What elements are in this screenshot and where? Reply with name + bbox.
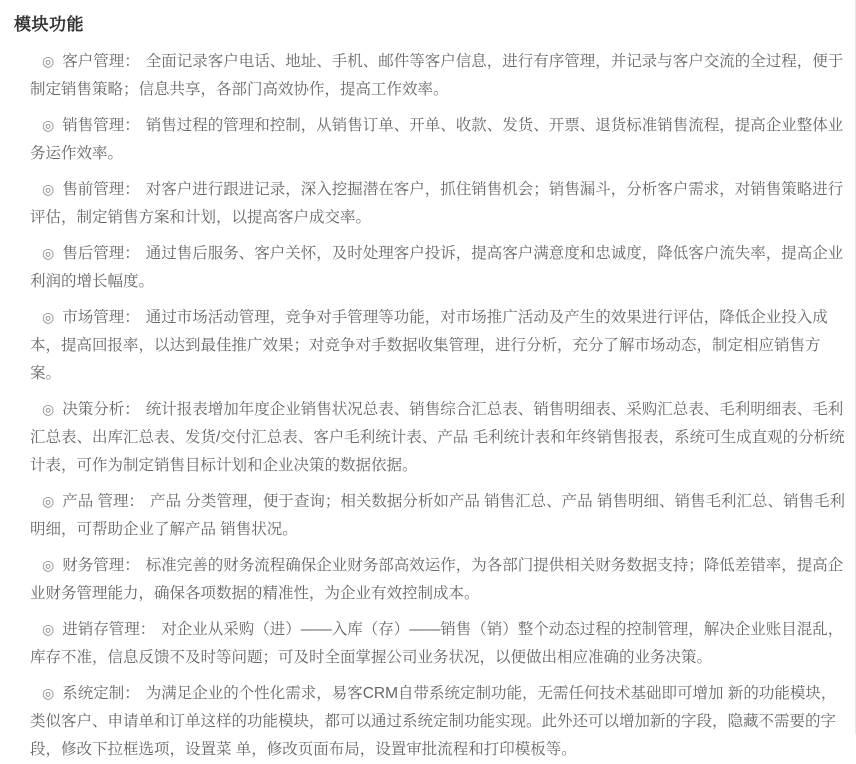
bullet-icon: ◎ xyxy=(42,557,55,573)
module-item-text: 通过市场活动管理，竞争对手管理等功能，对市场推广活动及产生的效果进行评估，降低企业投入成本，提高回报率，以达到最佳推广效果；对竞争对手数据收集管理，进行分析，充分了解市场动态，制定相应销售方案。 xyxy=(30,309,828,382)
module-item-label: 售后管理： xyxy=(62,245,140,262)
list-item xyxy=(30,679,845,764)
module-item-label: 财务管理： xyxy=(62,557,140,574)
module-item-label: 进销存管理： xyxy=(62,621,156,638)
list-item xyxy=(30,239,845,296)
module-item-text: 通过售后服务、客户关怀，及时处理客户投诉，提高客户满意度和忠诚度，降低客户流失率，提高企业利润的增长幅度。 xyxy=(30,245,844,290)
bullet-icon: ◎ xyxy=(42,685,55,701)
bullet-icon: ◎ xyxy=(42,401,55,417)
bullet-icon: ◎ xyxy=(42,245,55,261)
module-item-label: 产品 管理： xyxy=(62,493,145,510)
bullet-icon: ◎ xyxy=(42,53,55,69)
list-item xyxy=(30,47,845,104)
module-item-text: 全面记录客户电话、地址、手机、邮件等客户信息，进行有序管理，并记录与客户交流的全过程，便于制定销售策略；信息共享，各部门高效协作，提高工作效率。 xyxy=(30,53,844,98)
list-item xyxy=(30,303,845,388)
module-item-label: 客户管理： xyxy=(62,53,140,70)
module-item-label: 销售管理： xyxy=(62,117,140,134)
list-item xyxy=(30,487,845,544)
bullet-icon: ◎ xyxy=(42,309,55,325)
module-item-text: 对客户进行跟进记录，深入挖掘潜在客户，抓住销售机会；销售漏斗，分析客户需求，对销售策略进行评估，制定销售方案和计划，以提高客户成交率。 xyxy=(30,181,844,226)
module-item-text: 对企业从采购（进）——入库（存）——销售（销）整个动态过程的控制管理，解决企业账目混乱，库存不准，信息反馈不及时等问题；可及时全面掌握公司业务状况，以便做出相应准确的业务决策。 xyxy=(30,621,844,666)
module-item-label: 决策分析： xyxy=(62,401,140,418)
module-item-label: 市场管理： xyxy=(62,309,140,326)
module-item-label: 系统定制： xyxy=(62,685,140,702)
bullet-icon: ◎ xyxy=(42,621,55,637)
module-item-label: 售前管理： xyxy=(62,181,140,198)
module-feature-list xyxy=(30,47,845,764)
module-item-text: 统计报表增加年度企业销售状况总表、销售综合汇总表、销售明细表、采购汇总表、毛利明细表、毛利汇总表、出库汇总表、发货/交付汇总表、客户毛利统计表、产品 毛利统计表和年终销售报表，系统可生成直观的分析统计表，可作为制定销售目标计划和企业决策的数据依据。 xyxy=(30,401,845,474)
list-item xyxy=(30,395,845,480)
list-item xyxy=(30,111,845,168)
list-item xyxy=(30,615,845,672)
bullet-icon: ◎ xyxy=(42,181,55,197)
bullet-icon: ◎ xyxy=(42,493,55,509)
list-item xyxy=(30,551,845,608)
module-item-text: 为满足企业的个性化需求，易客CRM自带系统定制功能，无需任何技术基础即可增加 新的功能模块，类似客户、申请单和订单这样的功能模块，都可以通过系统定制功能实现。此外还可以增加新的字段，隐藏不需要的字段，修改下拉框选项，设置菜 单，修改页面布局，设置审批流程和打印模板等。 xyxy=(30,685,837,758)
bullet-icon: ◎ xyxy=(42,117,55,133)
list-item xyxy=(30,175,845,232)
module-item-text: 销售过程的管理和控制，从销售订单、开单、收款、发货、开票、退货标准销售流程，提高企业整体业务运作效率。 xyxy=(30,117,844,162)
page-title: 模块功能 xyxy=(14,15,84,34)
module-item-text: 标准完善的财务流程确保企业财务部高效运作，为各部门提供相关财务数据支持；降低差错率，提高企业财务管理能力，确保各项数据的精准性，为企业有效控制成本。 xyxy=(30,557,844,602)
module-item-text: 产品 分类管理，便于查询；相关数据分析如产品 销售汇总、产品 销售明细、销售毛利汇总、销售毛利明细，可帮助企业了解产品 销售状况。 xyxy=(30,493,845,538)
